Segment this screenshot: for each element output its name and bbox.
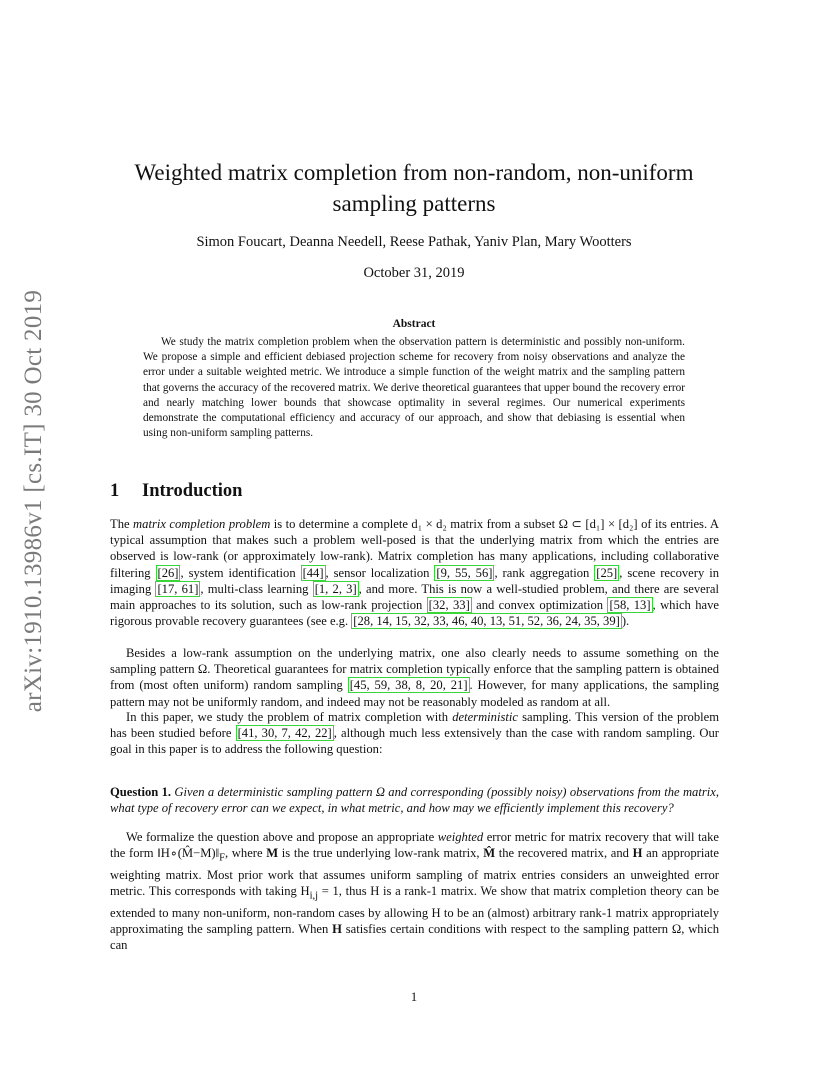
title-line-2: sampling patterns — [332, 191, 496, 216]
citation-link[interactable]: [41, 30, 7, 42, 22] — [237, 726, 332, 741]
citation-link[interactable]: [44] — [302, 565, 324, 580]
section-number: 1 — [110, 481, 120, 501]
abstract-text: We study the matrix completion problem when the observation pattern is deterministic and possibly non-uniform. We propose a simple and efficient debiased projection scheme for recovery from noisy observations and analyze the error under a suitable weighted metric. We introduce a simple function of the weight matrix and the sampling pattern that governs the accuracy of the recovered matrix. We derive theoretical guarantees that upper bound the recovery error and nearly matching lower bounds that showcase optimality in several regimes. Our numerical experiments demonstrate the computational efficiency and accuracy of our approach, and show that debiasing is essential when using non-uniform sampling patterns. — [143, 336, 685, 440]
text-run: In this paper, we study the problem of matrix completion with — [126, 710, 453, 724]
text-run: , where — [224, 846, 267, 861]
text-run: satisfies certain conditions with respect to the sampling pattern Ω, which can — [110, 922, 719, 953]
text-run: We formalize the question above and propose an appropriate — [126, 830, 438, 844]
section-title: Introduction — [142, 481, 243, 501]
text-run: , sensor localization — [325, 565, 435, 580]
text-run: the recovered matrix, and — [495, 846, 633, 861]
citation-link[interactable]: [32, 33] — [428, 598, 470, 613]
paper-date: October 31, 2019 — [363, 265, 465, 281]
citation-link[interactable]: [1, 2, 3] — [314, 581, 357, 596]
title-line-1: Weighted matrix completion from non-random, non-uniform — [134, 160, 694, 185]
math-symbol: M̂ — [483, 846, 496, 861]
text-run: , system identification — [180, 565, 301, 580]
math-symbol: H — [632, 846, 643, 861]
paragraph-weighted — [110, 829, 719, 953]
paragraph-deterministic — [110, 709, 719, 758]
question-block — [110, 784, 719, 816]
text-run: = 1, thus H is a rank-1 matrix. We show that matrix completion theory can be extended to many non-uniform, non-random cases by allowing H to be an (almost) arbitrary rank-1 matrix appropriately approximating the sampling pattern. When — [110, 884, 719, 937]
citation-link[interactable]: [9, 55, 56] — [436, 565, 493, 580]
citation-link[interactable]: [58, 13] — [609, 598, 651, 613]
math-symbol: M — [266, 846, 279, 861]
author-list: Simon Foucart, Deanna Needell, Reese Pathak, Yaniv Plan, Mary Wootters — [196, 234, 632, 250]
citation-link[interactable]: [26] — [157, 565, 179, 580]
text-run: , although much less extensively than the case with random sampling. Our goal in this paper is to address the following question: — [110, 726, 720, 757]
text-run: , multi-class learning — [200, 581, 313, 596]
question-text: Given a deterministic sampling pattern Ω and corresponding (possibly noisy) observations from the matrix, what type of recovery error can we expect, in what metric, and how may we efficiently implement this recovery? — [110, 785, 719, 816]
citation-link[interactable]: [28, 14, 15, 32, 33, 46, 40, 13, 51, 52, 36, 24, 35, 39] — [353, 614, 620, 629]
emphasis-term: matrix completion problem — [133, 517, 271, 531]
arxiv-sidebar — [16, 289, 52, 713]
citation-link[interactable]: [25] — [596, 565, 618, 580]
text-run: ). — [621, 614, 630, 629]
text-run: is the true underlying low-rank matrix, — [278, 846, 484, 861]
page-number: 1 — [410, 990, 418, 1004]
text-run: , scene recovery in imaging — [110, 565, 719, 596]
text-run: an appropriate weighting matrix. Most prior work that assumes uniform sampling of matrix entries considers an unweighted error metric. This corresponds with taking H — [110, 846, 719, 899]
text-run: sampling. This version of the problem has been studied before — [110, 710, 719, 741]
text-run: error metric for matrix recovery that will take the form ‖H∘(M̂−M)‖ — [110, 830, 719, 861]
math-symbol: H — [332, 922, 342, 937]
section-heading — [110, 481, 242, 502]
text-run: The — [110, 517, 134, 531]
text-run: , and more. This is now a well-studied problem, and there are several main approaches to its solution, such as low-rank projection — [110, 581, 720, 613]
paragraph-intro — [110, 516, 719, 629]
emphasis-term: weighted — [437, 830, 484, 844]
subscript: i,j — [309, 890, 319, 902]
text-run: , which have rigorous provable recovery guarantees (see e.g. — [110, 598, 719, 629]
emphasis-term: deterministic — [452, 710, 518, 724]
abstract-heading: Abstract — [392, 318, 436, 330]
text-run: is to determine a complete d₁ × d₂ matrix from a subset Ω ⊂ [d₁] × [d₂] of its entries. A typical assumption that makes such a problem well-posed is that the underlying matrix from which the entries are observed is low-rank (or approximately low-rank). Matrix completion has many applications, including collaborative filtering — [110, 517, 719, 580]
text-run: . However, for many applications, the sampling pattern may not be uniformly random, and indeed may not be reasonably modeled as random at all. — [110, 678, 719, 709]
paragraph-sampling — [110, 645, 719, 710]
text-run: and convex optimization — [471, 598, 608, 613]
paper-title — [100, 157, 728, 219]
citation-link[interactable]: [45, 59, 38, 8, 20, 21] — [349, 678, 468, 693]
text-run: Besides a low-rank assumption on the underlying matrix, one also clearly needs to assume something on the sampling pattern Ω. Theoretical guarantees for matrix completion typically enforce that the sampling pattern is obtained from (most often uniform) random sampling — [110, 646, 719, 693]
text-run: , rank aggregation — [494, 565, 595, 580]
subscript: F — [219, 852, 225, 864]
question-label: Question 1. — [110, 785, 172, 799]
arxiv-identifier: arXiv:1910.13986v1 [cs.IT] 30 Oct 2019 — [20, 289, 47, 713]
citation-link[interactable]: [17, 61] — [157, 581, 199, 596]
